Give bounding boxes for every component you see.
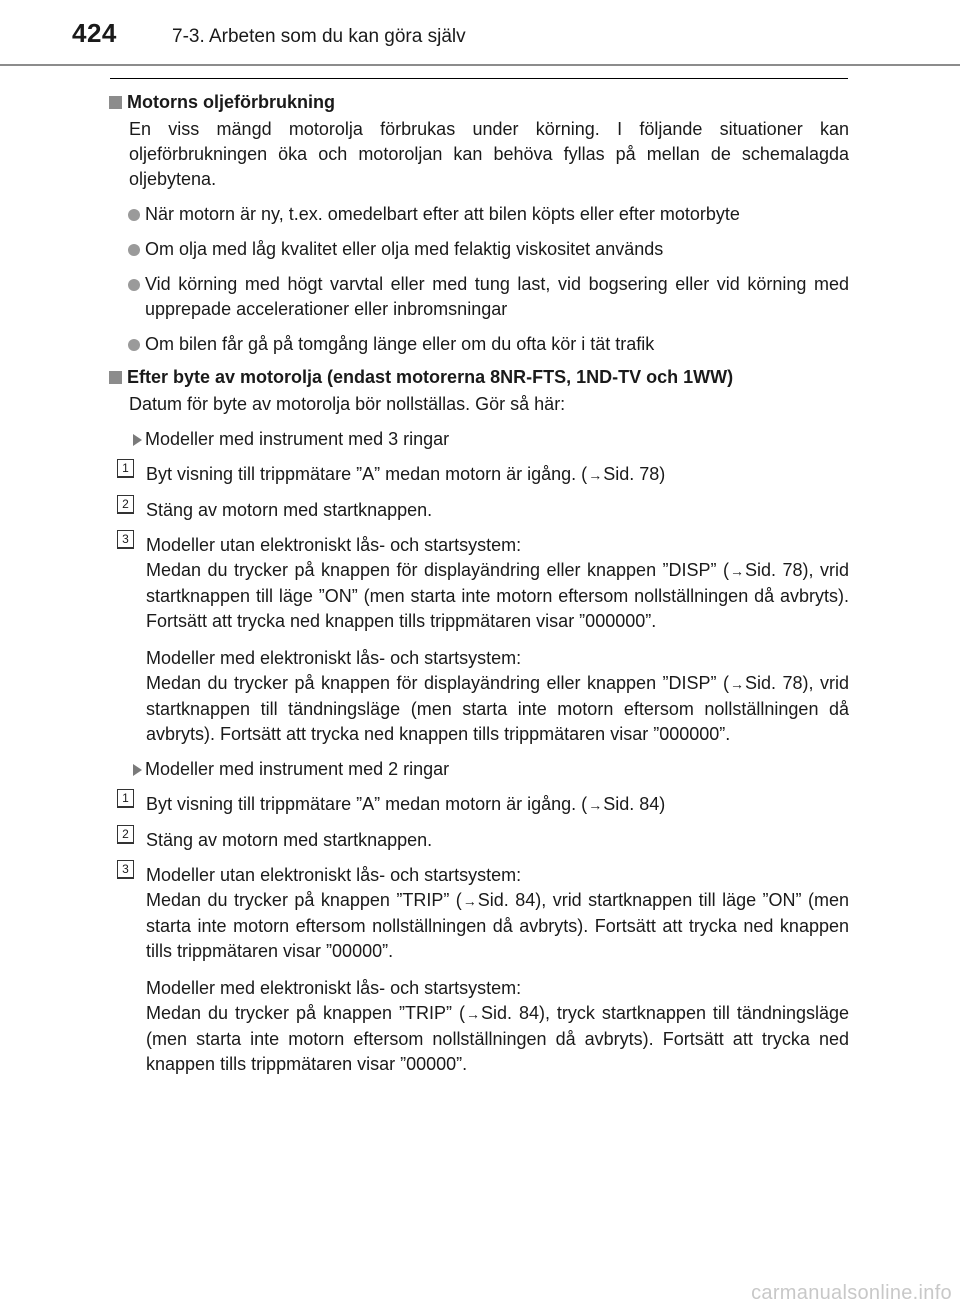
step-number-badge: 2	[117, 495, 134, 514]
step-2: 2 Stäng av motorn med startknappen.	[109, 828, 849, 853]
list-item: När motorn är ny, t.ex. omedelbart efter att bilen köpts eller efter motorbyte	[109, 202, 849, 227]
arrow-right-icon: →	[730, 563, 745, 579]
list-item: Om olja med låg kvalitet eller olja med felaktig viskositet används	[109, 237, 849, 262]
square-bullet-icon	[109, 96, 122, 109]
arrow-right-icon: →	[730, 676, 745, 692]
section-heading-oil-change-reset: Efter byte av motorolja (endast motorerna 8NR-FTS, 1ND-TV och 1WW)	[109, 365, 849, 390]
arrow-right-icon: →	[462, 893, 477, 909]
step-number-badge: 3	[117, 860, 134, 879]
step-3: 3 Modeller utan elektroniskt lås- och startsystem: Medan du trycker på knappen för displayändring eller knappen ”DISP” (→Sid. 78), vrid startknappen till läge ”ON” (men starta inte motorn eftersom nollställningen då avbryts). Fortsätt att trycka ned knappen tills trippmätaren visar ”000000”.	[109, 533, 849, 634]
list-item: Om bilen får gå på tomgång länge eller om du ofta kör i tät trafik	[109, 332, 849, 357]
circle-bullet-icon	[128, 244, 140, 256]
circle-bullet-icon	[128, 339, 140, 351]
circle-bullet-icon	[128, 279, 140, 291]
section-title: 7-3. Arbeten som du kan göra själv	[172, 26, 466, 47]
square-bullet-icon	[109, 371, 122, 384]
oil-change-intro: Datum för byte av motorolja bör nollställas. Gör så här:	[129, 394, 566, 414]
step-number-badge: 3	[117, 530, 134, 549]
arrow-right-icon: →	[588, 797, 603, 813]
step-3-alternative: Modeller med elektroniskt lås- och startsystem: Medan du trycker på knappen för displayändring eller knappen ”DISP” (→Sid. 78), vrid startknappen till tändningsläge (men starta inte motorn eftersom nollställningen då avbryts). Fortsätt att trycka ned knappen tills trippmätaren visar ”000000”.	[146, 648, 849, 744]
page-header	[0, 0, 960, 66]
triangle-pointer-icon	[133, 764, 142, 776]
list-item: Vid körning med högt varvtal eller med tung last, vid bogsering eller vid körning med upprepade accelerationer eller inbromsningar	[109, 272, 849, 322]
circle-bullet-icon	[128, 209, 140, 221]
step-1: 1 Byt visning till trippmätare ”A” medan motorn är igång. (→Sid. 78)	[109, 462, 849, 488]
section-heading-oil-consumption: Motorns oljeförbrukning	[109, 90, 849, 115]
oil-consumption-intro: En viss mängd motorolja förbrukas under körning. I följande situationer kan oljeförbrukningen öka och motoroljan kan behöva fyllas på mellan de schemalagda oljebytena.	[129, 119, 849, 189]
triangle-pointer-icon	[133, 434, 142, 446]
step-3-alternative: Modeller med elektroniskt lås- och startsystem: Medan du trycker på knappen ”TRIP” (→Sid. 84), tryck startknappen till tändningsläge (men starta inte motorn eftersom nollställningen då avbryts). Fortsätt att trycka ned knappen tills trippmätaren visar ”00000”.	[146, 978, 849, 1074]
page-number: 424	[72, 18, 117, 48]
step-1: 1 Byt visning till trippmätare ”A” medan motorn är igång. (→Sid. 84)	[109, 792, 849, 818]
arrow-right-icon: →	[588, 467, 603, 483]
subheading-3-rings: Modeller med instrument med 3 ringar	[109, 427, 849, 452]
step-2: 2 Stäng av motorn med startknappen.	[109, 498, 849, 523]
header-rule	[0, 64, 960, 66]
step-number-badge: 1	[117, 789, 134, 808]
content	[109, 90, 849, 1077]
step-number-badge: 1	[117, 459, 134, 478]
step-number-badge: 2	[117, 825, 134, 844]
arrow-right-icon: →	[465, 1006, 480, 1022]
content-top-rule	[110, 78, 848, 79]
subheading-2-rings: Modeller med instrument med 2 ringar	[109, 757, 849, 782]
step-3: 3 Modeller utan elektroniskt lås- och startsystem: Medan du trycker på knappen ”TRIP” (→Sid. 84), vrid startknappen till läge ”ON” (men starta inte motorn eftersom nollställningen då avbryts). Fortsätt att trycka ned knappen tills trippmätaren visar ”00000”.	[109, 863, 849, 964]
watermark-text: carmanualsonline.info	[751, 1282, 952, 1304]
